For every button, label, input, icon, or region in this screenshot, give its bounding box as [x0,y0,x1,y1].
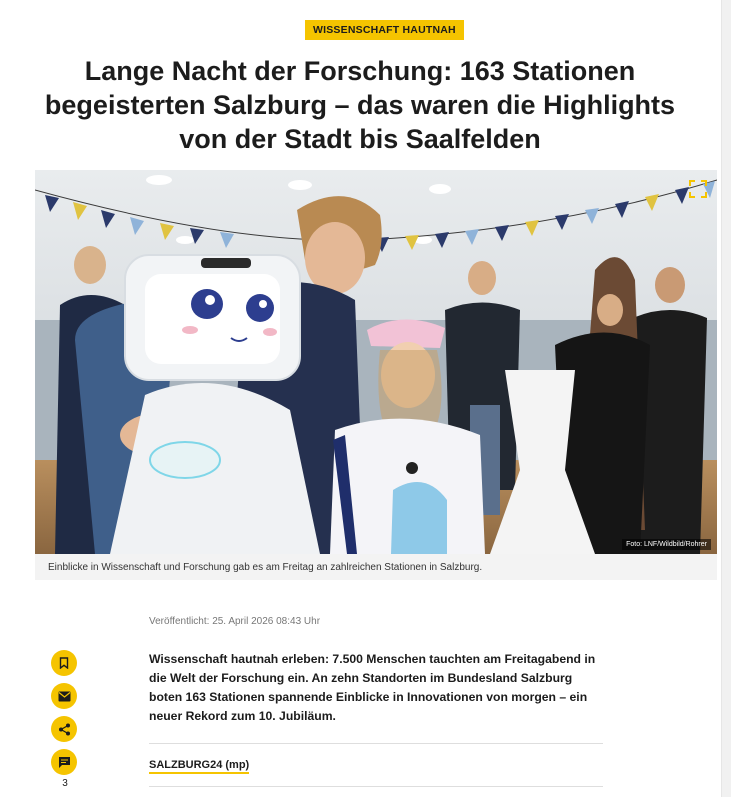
bookmark-icon [58,657,70,669]
photo-credit: Foto: LNF/Wildbild/Rohrer [622,539,711,550]
mail-share-button[interactable] [51,683,77,709]
expand-icon[interactable] [689,180,707,198]
photo-caption: Einblicke in Wissenschaft und Forschung gab es am Freitag an zahlreichen Stationen in Salzburg. [48,562,483,573]
publish-date: Veröffentlicht: 25. April 2026 08:43 Uhr [149,616,321,627]
comments-button[interactable] [51,749,77,775]
comment-icon [58,756,71,769]
bookmark-button[interactable] [51,650,77,676]
author-link[interactable]: SALZBURG24 (mp) [149,759,249,774]
mail-icon [58,691,71,702]
article-lead: Wissenschaft hautnah erleben: 7.500 Menschen tauchten am Freitagabend in die Welt der Forschung ein. An zehn Standorten im Bundesland Salzburg boten 163 Stationen spannende Einblicke in Innovationen von morgen – ein neuer Rekord zum 10. Jubiläum. [149,652,596,723]
article-headline: Lange Nacht der Forschung: 163 Stationen begeisterten Salzburg – das waren die Highlights von der Stadt bis Saalfelden [44,56,676,154]
article-figure [35,170,717,580]
divider [149,743,603,744]
article-photo[interactable] [35,170,717,554]
comment-count[interactable]: 3 [62,778,68,789]
photo-illustration [35,170,717,554]
divider [149,786,603,787]
share-icon [58,723,71,736]
category-badge[interactable]: WISSENSCHAFT HAUTNAH [305,20,464,40]
scrollbar[interactable] [721,0,731,797]
share-button[interactable] [51,716,77,742]
share-toolbar [51,650,79,789]
